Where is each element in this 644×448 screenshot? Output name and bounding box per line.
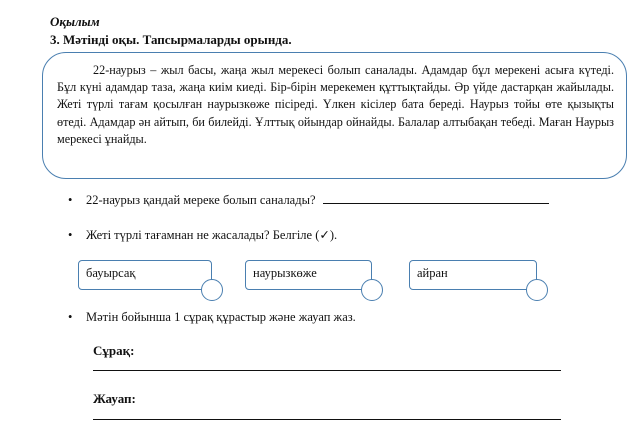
question-3-text: Мәтін бойынша 1 сұрақ құрастыр және жауап жаз. xyxy=(86,310,356,324)
task-title: 3. Мәтінді оқы. Тапсырмаларды орында. xyxy=(50,32,292,47)
option-airan xyxy=(409,260,537,290)
reading-text-box xyxy=(42,52,627,179)
checkbox-circle[interactable] xyxy=(361,279,383,301)
bullet-icon: • xyxy=(68,228,73,242)
reading-text: 22-наурыз – жыл басы, жаңа жыл мерекесі болып саналады. Адамдар бұл мерекені асыға күтеді. Бұл күні адамдар таза, жаңа киім киеді. Бір-бірін мерекемен құттықтайды. Әр үйде дастарқан жайылады. Жеті түрлі тағам қосылған наурызкөже пісіреді. Үлкен кісілер бата береді. Наурыз тойы өте қызықты өтеді. Адамдар ән айтып, би билейді. Ұлттық ойындар ойнайды. Балалар алтыбақан тебеді. Маған Наурыз мерекесі ұнайды. xyxy=(57,63,614,146)
answer-label: Жауап: xyxy=(93,391,136,406)
bullet-icon: • xyxy=(68,310,73,324)
bullet-icon: • xyxy=(68,193,73,207)
question-write-line[interactable] xyxy=(93,370,561,371)
section-title: Оқылым xyxy=(50,14,100,29)
question-2 xyxy=(68,227,337,243)
checkbox-circle[interactable] xyxy=(526,279,548,301)
question-1-text: 22-наурыз қандай мереке болып саналады? xyxy=(86,193,316,207)
answer-write-line[interactable] xyxy=(93,419,561,420)
option-bauyrsak xyxy=(78,260,212,290)
question-1 xyxy=(68,191,549,208)
option-label: наурызкөже xyxy=(253,266,317,280)
question-label: Сұрақ: xyxy=(93,343,135,358)
question-3 xyxy=(68,310,356,325)
question-2-text: Жеті түрлі тағамнан не жасалады? Белгіле (✓). xyxy=(86,228,338,242)
answer-blank-line[interactable] xyxy=(323,191,549,204)
checkbox-circle[interactable] xyxy=(201,279,223,301)
option-label: бауырсақ xyxy=(86,266,136,280)
option-nauryzkozhe xyxy=(245,260,372,290)
option-label: айран xyxy=(417,266,448,280)
